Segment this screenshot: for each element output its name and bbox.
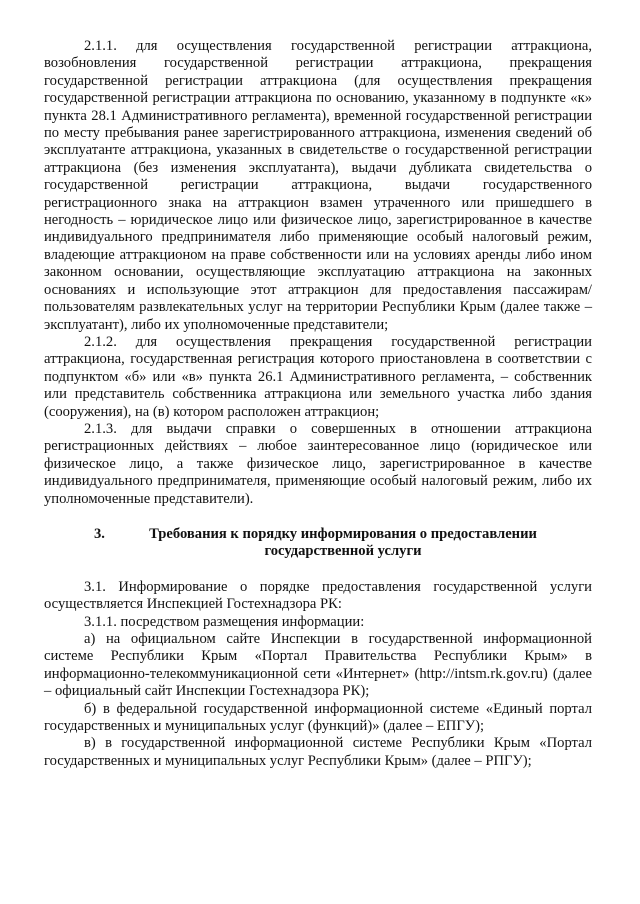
paragraph-3-1-1-b: б) в федеральной государственной информационной системе «Единый портал государственных и муниципальных услуг (функций)» (далее – ЕПГУ); <box>44 700 592 735</box>
paragraph-2-1-2: 2.1.2. для осуществления прекращения государственной регистрации аттракциона, государственная регистрация которого приостановлена в соответствии с подпунктом «б» или «в» пункта 26.1 Административного регламента, – собственник или представитель собственника аттракциона или земельного участка либо здания (сооружения), на (в) котором расположен аттракцион; <box>44 333 592 420</box>
paragraph-2-1-3: 2.1.3. для выдачи справки о совершенных в отношении аттракциона регистрационных действиях – любое заинтересованное лицо (юридическое или физическое лицо, а также физическое лицо, зарегистрированное в качестве индивидуального предпринимателя, применяющие особый налоговый режим, либо их уполномоченные представители). <box>44 420 592 507</box>
paragraph-3-1: 3.1. Информирование о порядке предоставления государственной услуги осуществляется Инспекцией Гостехнадзора РК: <box>44 578 592 613</box>
paragraph-3-1-1-a: а) на официальном сайте Инспекции в государственной информационной системе Республики Крым «Портал Правительства Республики Крым» в информационно-телекоммуникационной сети «Интернет» (http://intsm.rk.gov.ru) (далее – официальный сайт Инспекции Гостехнадзора РК); <box>44 631 592 700</box>
section-spacer <box>44 508 592 526</box>
section-number: 3. <box>94 525 105 542</box>
section-heading <box>44 526 592 561</box>
paragraph-3-1-1: 3.1.1. посредством размещения информации: <box>84 613 365 630</box>
paragraph-2-1-1: 2.1.1. для осуществления государственной регистрации аттракциона, возобновления государственной регистрации аттракциона, прекращения государственной регистрации аттракциона (для осуществления прекращения государственной регистрации аттракциона по основанию, указанному в подпункте «к» пункта 28.1 Административного регламента), временной государственной регистрации по месту пребывания ранее зарегистрированного аттракциона, изменения сведений об эксплуатанте аттракциона, указанных в свидетельстве о государственной регистрации аттракциона (без изменения эксплуатанта), выдачи дубликата свидетельства о государственной регистрации аттракциона, выдачи государственного регистрационного знака на аттракцион взамен утраченного или пришедшего в негодность – юридическое лицо или физическое лицо, зарегистрированное в качестве индивидуального предпринимателя либо применяющие особый налоговый режим, владеющие аттракционом на праве собственности или на условиях аренды либо ином законном основании, осуществляющие эксплуатацию аттракциона на законных основаниях и использующие этот аттракцион для предоставления пассажирам/пользователям развлекательных услуг на территории Республики Крым (далее также – эксплуатант), либо их уполномоченные представители; <box>44 38 592 333</box>
section-spacer-after <box>44 561 592 579</box>
section-title-text: Требования к порядку информирования о предоставлении государственной услуги <box>149 525 537 560</box>
document-page <box>44 38 592 770</box>
paragraph-3-1-1-v: в) в государственной информационной системе Республики Крым «Портал государственных и муниципальных услуг Республики Крым» (далее – РПГУ); <box>44 735 592 769</box>
